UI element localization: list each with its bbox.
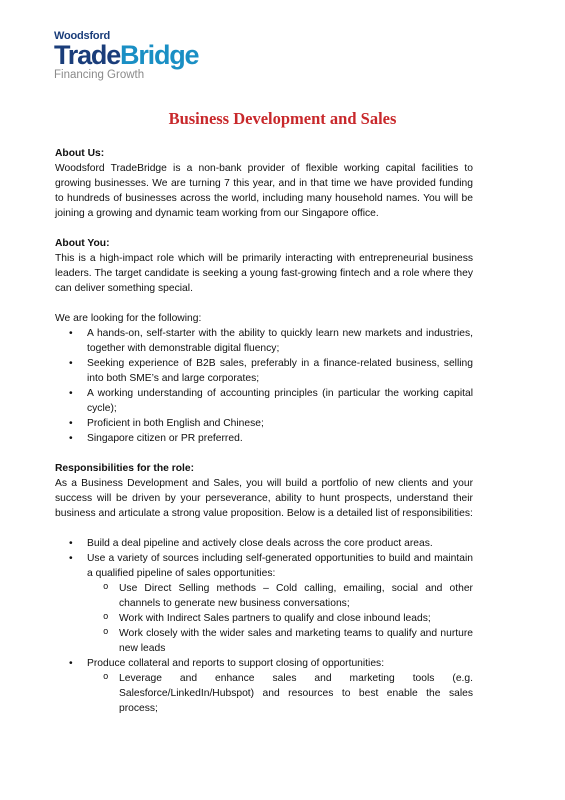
list-item: • A hands-on, self-starter with the ability to quickly learn new markets and industries, together with demonstrable digital fluency; xyxy=(87,326,473,356)
responsibilities-list xyxy=(55,536,473,716)
about-you-heading: About You: xyxy=(55,238,110,249)
sub-list-item: o Use Direct Selling methods – Cold calling, emailing, social and other channels to generate new business conversations; xyxy=(119,581,473,611)
about-you-text: This is a high-impact role which will be primarily interacting with entrepreneurial business leaders. The target candidate is seeking a young fast-growing fintech and a role where they can deliver something special. xyxy=(55,253,473,294)
looking-for-intro: We are looking for the following: xyxy=(55,313,202,324)
responsibility-text: Produce collateral and reports to support closing of opportunities: xyxy=(87,658,385,669)
list-item xyxy=(87,551,473,656)
logo-wordmark xyxy=(54,41,198,69)
logo-wordmark-b: Bridge xyxy=(120,40,199,70)
responsibility-text: Build a deal pipeline and actively close deals across the core product areas. xyxy=(87,538,433,549)
requirements-list xyxy=(55,326,473,446)
sub-list-item: o Leverage and enhance sales and marketing tools (e.g. Salesforce/LinkedIn/Hubspot) and resources to best enable the sales process; xyxy=(119,671,473,716)
about-us-text: Woodsford TradeBridge is a non-bank provider of flexible working capital facilities to growing businesses. We are turning 7 this year, and in that time we have provided funding to hundreds of businesses across the world, including many household names. You will be joining a growing and dynamic team working from our Singapore office. xyxy=(55,163,473,219)
list-item: • A working understanding of accounting principles (in particular the working capital cycle); xyxy=(87,386,473,416)
logo-wordmark-a: Trade xyxy=(54,40,121,70)
list-item xyxy=(87,536,473,551)
list-item xyxy=(87,656,473,716)
sub-list xyxy=(87,671,473,716)
logo-tagline: Financing Growth xyxy=(54,69,145,81)
list-item: • Proficient in both English and Chinese; xyxy=(87,416,473,431)
logo-top-text: Woodsford xyxy=(54,30,111,42)
sub-list-item: o Work with Indirect Sales partners to qualify and close inbound leads; xyxy=(119,611,473,626)
company-logo xyxy=(54,30,198,82)
list-item: • Singapore citizen or PR preferred. xyxy=(87,431,473,446)
page-title: Business Development and Sales xyxy=(168,109,397,128)
about-us-heading: About Us: xyxy=(55,148,105,159)
responsibilities-heading: Responsibilities for the role: xyxy=(55,463,195,474)
document-body xyxy=(55,146,473,716)
sub-list xyxy=(87,581,473,656)
sub-list-item: o Work closely with the wider sales and marketing teams to qualify and nurture new leads xyxy=(119,626,473,656)
responsibilities-intro: As a Business Development and Sales, you will build a portfolio of new clients and your success will be driven by your perseverance, ability to hunt prospects, understand their business and articulate a strong value proposition. Below is a detailed list of responsibilities: xyxy=(55,478,473,519)
responsibility-text: Use a variety of sources including self-generated opportunities to build and maintain a qualified pipeline of sales opportunities: xyxy=(87,553,473,579)
list-item: • Seeking experience of B2B sales, preferably in a finance-related business, selling into both SME’s and large corporates; xyxy=(87,356,473,386)
